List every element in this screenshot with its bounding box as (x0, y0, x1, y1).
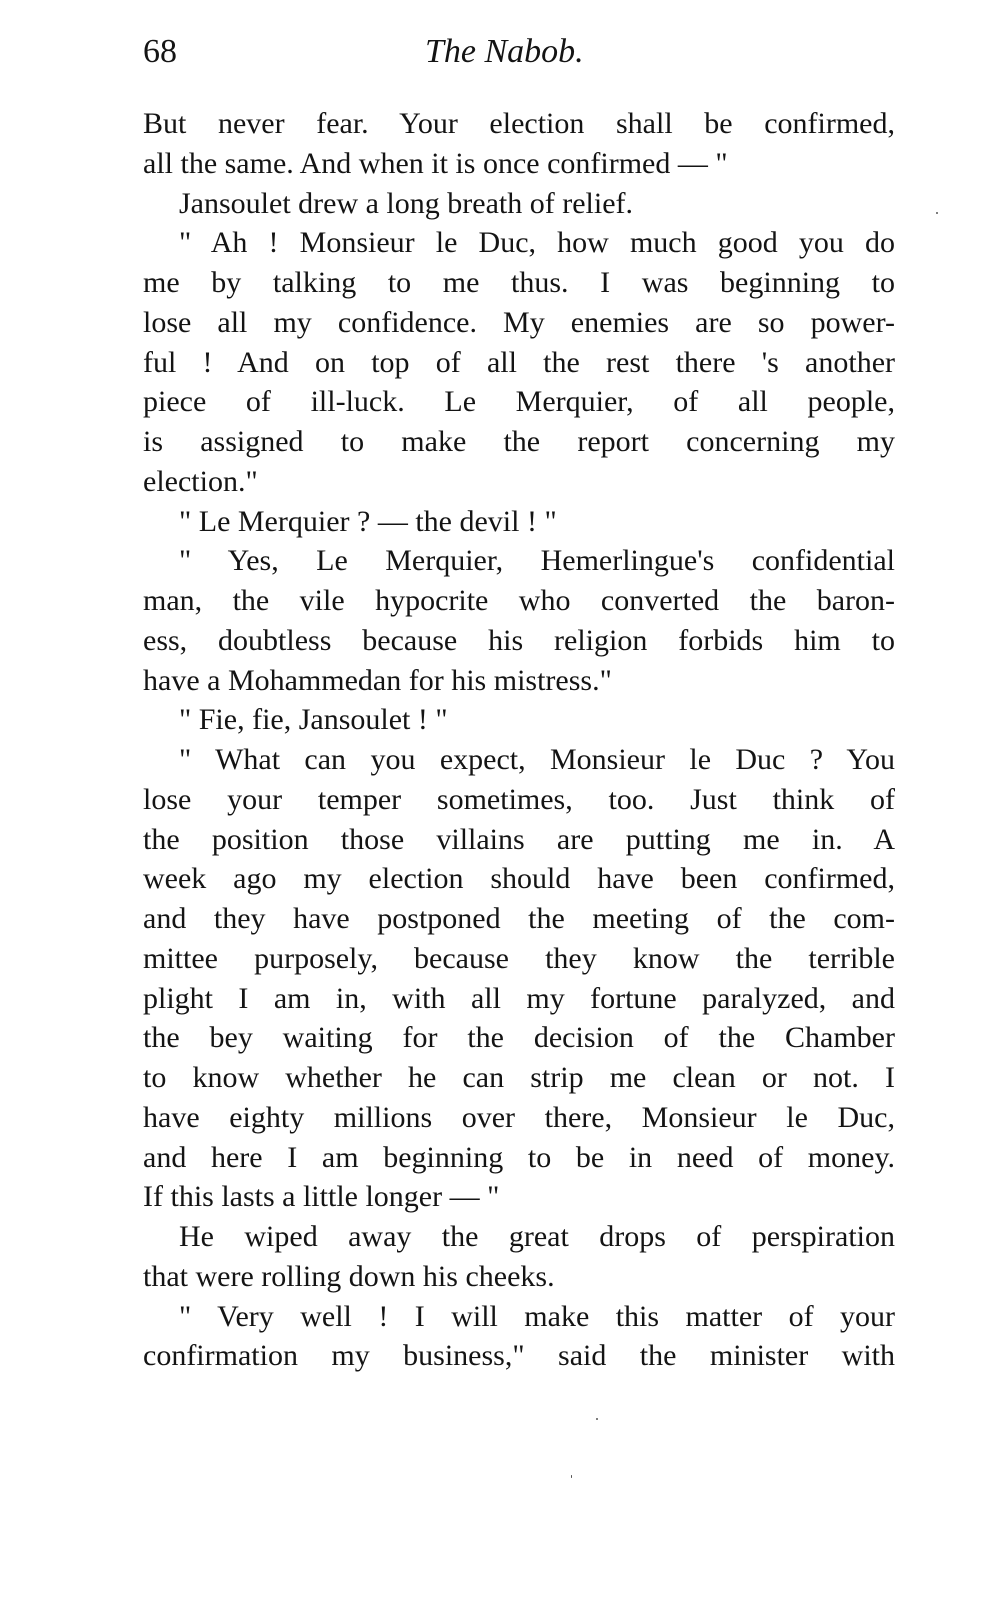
text-line: " What can you expect, Monsieur le Duc ? You (179, 743, 895, 776)
text-line: and they have postponed the meeting of the com- (143, 902, 895, 935)
text-line: mittee purposely, because they know the terrible (143, 941, 895, 975)
text-line: " Yes, Le Merquier, Hemerlingue's confidential (179, 544, 895, 578)
text-line: piece of ill-luck. Le Merquier, of all people, (143, 385, 895, 419)
page-number: 68 (143, 33, 177, 70)
print-speck (596, 1418, 598, 1420)
text-line: to know whether he can strip me clean or not. I (143, 1061, 895, 1094)
text-line: Jansoulet drew a long breath of relief. (179, 186, 633, 220)
text-line: the bey waiting for the decision of the Chamber (143, 1021, 895, 1055)
print-speck (571, 1475, 572, 1478)
text-line: and here I am beginning to be in need of money. (143, 1140, 895, 1174)
text-line: confirmation my business," said the minister with (143, 1339, 895, 1373)
text-line: " Very well ! I will make this matter of your (179, 1299, 895, 1333)
text-line: lose all my confidence. My enemies are so power- (143, 305, 895, 339)
text-line: plight I am in, with all my fortune paralyzed, and (143, 981, 895, 1015)
text-line: ful ! And on top of all the rest there 's another (143, 345, 895, 379)
text-line: If this lasts a little longer — " (143, 1180, 500, 1214)
running-title: The Nabob. (425, 33, 584, 70)
body-text (143, 104, 895, 1376)
text-line: lose your temper sometimes, too. Just think of (143, 782, 895, 816)
text-line: is assigned to make the report concerning my (143, 425, 895, 458)
text-line: " Fie, fie, Jansoulet ! " (179, 703, 448, 737)
print-speck (936, 212, 938, 214)
text-line: ess, doubtless because his religion forbids him to (143, 623, 895, 657)
text-line: me by talking to me thus. I was beginning to (143, 266, 895, 299)
page-header (143, 30, 903, 80)
text-line: man, the vile hypocrite who converted the baron- (143, 584, 895, 617)
text-line: have a Mohammedan for his mistress." (143, 663, 612, 697)
text-line: " Le Merquier ? — the devil ! " (179, 504, 557, 538)
text-line: He wiped away the great drops of perspiration (179, 1220, 895, 1253)
text-line: " Ah ! Monsieur le Duc, how much good you do (179, 226, 895, 260)
text-line: all the same. And when it is once confirmed — " (143, 146, 728, 180)
text-line: election." (143, 464, 258, 498)
text-line: that were rolling down his cheeks. (143, 1259, 555, 1293)
text-line: week ago my election should have been confirmed, (143, 862, 895, 896)
text-line: have eighty millions over there, Monsieur le Duc, (143, 1100, 895, 1134)
text-line: the position those villains are putting me in. A (143, 822, 895, 856)
text-line: But never fear. Your election shall be confirmed, (143, 107, 895, 140)
